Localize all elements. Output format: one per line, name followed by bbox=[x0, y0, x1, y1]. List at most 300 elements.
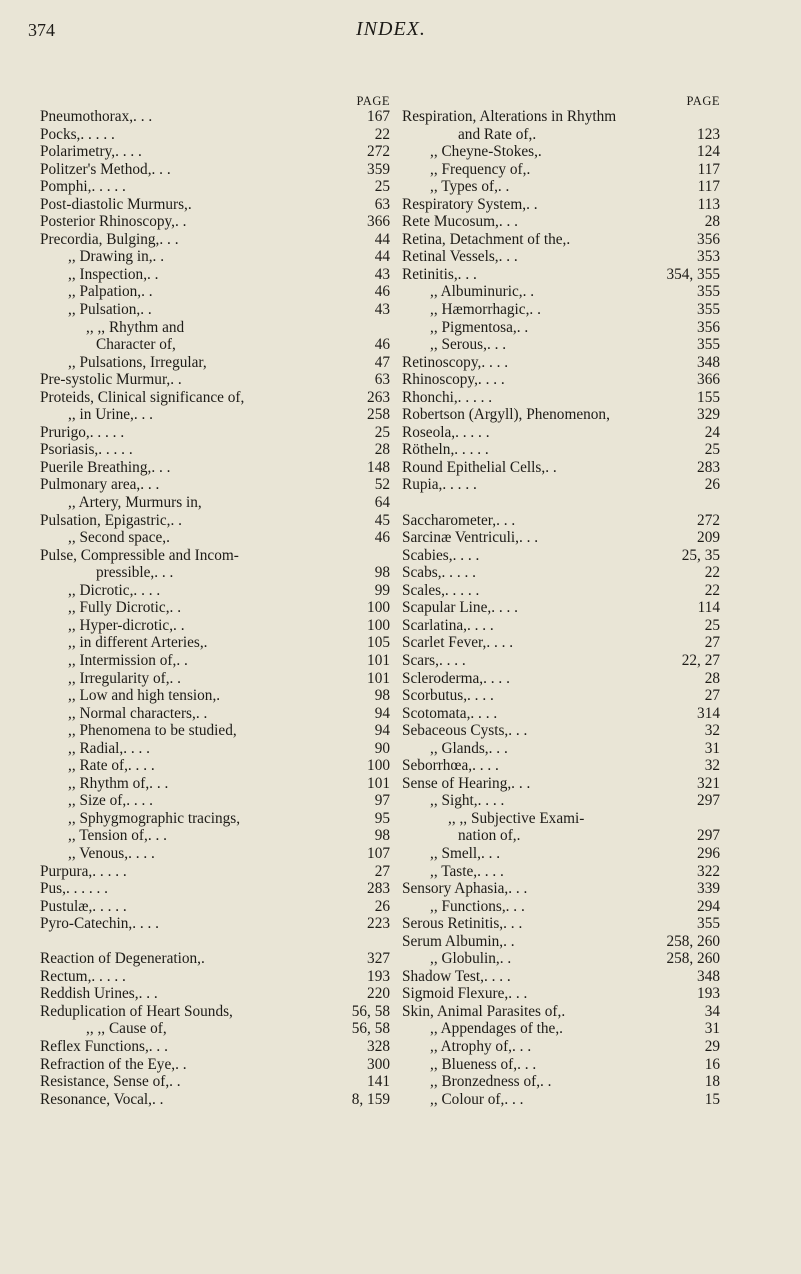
index-entry bbox=[40, 126, 390, 144]
index-entry bbox=[402, 792, 720, 810]
entry-page-ref: 18 bbox=[704, 1073, 720, 1091]
entry-page-ref: 98 bbox=[374, 564, 390, 582]
entry-page-ref: 220 bbox=[367, 985, 390, 1003]
index-entry bbox=[402, 476, 720, 494]
entry-leader-dots: . . bbox=[195, 704, 208, 722]
entry-term: Puerile Breathing, bbox=[40, 458, 152, 476]
entry-term: Rötheln, bbox=[402, 441, 455, 459]
index-entry bbox=[40, 143, 390, 161]
page-title: INDEX. bbox=[356, 18, 426, 40]
page-number: 374 bbox=[28, 20, 55, 40]
entry-term: Purpura, bbox=[40, 862, 93, 880]
entry-page-ref: 348 bbox=[697, 967, 720, 985]
entry-page-ref: 100 bbox=[367, 599, 390, 617]
index-entry bbox=[402, 196, 720, 214]
entry-page-ref: 258, 260 bbox=[666, 950, 720, 968]
index-entry bbox=[402, 670, 720, 688]
index-entry bbox=[402, 248, 720, 266]
entry-leader-dots: . . . . . bbox=[89, 423, 125, 441]
entry-leader-dots: . . . bbox=[151, 458, 171, 476]
entry-term: Resistance, Sense of, bbox=[40, 1073, 170, 1091]
entry-leader-dots: . . bbox=[173, 616, 185, 634]
entry-page-ref: 314 bbox=[697, 704, 720, 722]
entry-term: Sigmoid Flexure, bbox=[402, 985, 509, 1003]
entry-page-ref: 34 bbox=[704, 1002, 720, 1020]
index-entry bbox=[402, 775, 720, 793]
entry-term: Roseola, bbox=[402, 423, 456, 441]
entry-term: Scorbutus, bbox=[402, 687, 468, 705]
entry-term: Rete Mucosum, bbox=[402, 213, 499, 231]
entry-leader-dots: . . bbox=[169, 1073, 181, 1091]
index-entry bbox=[40, 512, 390, 530]
entry-term: Seborrhœa, bbox=[402, 757, 473, 775]
index-entry bbox=[402, 757, 720, 775]
entry-page-ref: 148 bbox=[367, 458, 390, 476]
entry-term: ,, Sphygmographic tracings, bbox=[68, 809, 241, 827]
entry-page-ref: 101 bbox=[367, 774, 390, 792]
entry-leader-dots: . . . bbox=[148, 1037, 168, 1055]
entry-leader-dots: . . . bbox=[159, 230, 179, 248]
index-entry bbox=[402, 950, 720, 968]
entry-page-ref: 46 bbox=[374, 283, 390, 301]
entry-leader-dots: . . . . . bbox=[441, 564, 476, 582]
entry-leader-dots: . bbox=[561, 1002, 566, 1020]
entry-leader-dots: . . . . bbox=[115, 143, 142, 161]
index-entry bbox=[40, 599, 390, 617]
index-entry bbox=[402, 1091, 720, 1109]
entry-term: Precordia, Bulging, bbox=[40, 230, 160, 248]
entry-term: ,, Sight, bbox=[430, 792, 478, 810]
entry-page-ref: 167 bbox=[367, 108, 390, 125]
entry-page-ref: 25 bbox=[704, 441, 720, 459]
entry-page-ref: 63 bbox=[374, 371, 390, 389]
entry-leader-dots: . . bbox=[170, 371, 182, 389]
entry-term: ,, Serous, bbox=[430, 336, 487, 354]
entry-page-ref: 355 bbox=[697, 283, 720, 301]
entry-page-ref: 297 bbox=[697, 792, 720, 810]
index-entry bbox=[402, 582, 720, 600]
entry-page-ref: 29 bbox=[704, 1037, 720, 1055]
index-entry bbox=[40, 740, 390, 758]
entry-term: Prurigo, bbox=[40, 423, 90, 441]
entry-term: Shadow Test, bbox=[402, 967, 484, 985]
entry-leader-dots: . . . bbox=[503, 915, 523, 933]
entry-page-ref: 98 bbox=[374, 687, 390, 705]
entry-leader-dots: . . bbox=[175, 1055, 187, 1073]
entry-term: ,, Pulsations, Irregular, bbox=[68, 353, 207, 371]
entry-leader-dots: . . bbox=[174, 213, 187, 231]
index-entry bbox=[40, 810, 390, 828]
entry-leader-dots: . bbox=[166, 529, 170, 547]
entry-term: ,, Phenomena to be studied, bbox=[68, 722, 237, 740]
entry-term: Pustulæ, bbox=[40, 897, 93, 915]
entry-leader-dots: . bbox=[516, 827, 521, 845]
index-entry bbox=[402, 705, 720, 723]
entry-page-ref: 283 bbox=[697, 458, 720, 476]
entry-term: ,, Appendages of the, bbox=[430, 1020, 560, 1038]
entry-leader-dots: . . . . bbox=[438, 651, 466, 669]
entry-term: ,, Cheyne-Stokes, bbox=[430, 143, 538, 161]
entry-term: Scapular Line, bbox=[402, 599, 492, 617]
entry-term: Rupia, bbox=[402, 476, 443, 494]
entry-page-ref: 100 bbox=[367, 616, 390, 634]
entry-page-ref: 113 bbox=[697, 195, 720, 213]
entry-page-ref: 44 bbox=[374, 248, 390, 266]
index-entry bbox=[40, 652, 390, 670]
entry-term: Rhinoscopy, bbox=[402, 371, 478, 389]
entry-page-ref: 46 bbox=[374, 336, 390, 354]
entry-leader-dots: . . bbox=[170, 511, 182, 529]
entry-term: Serum Albumin, bbox=[402, 932, 504, 950]
entry-page-ref: 353 bbox=[697, 248, 720, 266]
index-entry bbox=[402, 494, 720, 512]
entry-leader-dots: . . . . . bbox=[98, 441, 133, 459]
index-list-right bbox=[402, 108, 720, 1108]
index-entry bbox=[402, 845, 720, 863]
entry-page-ref: 26 bbox=[374, 897, 390, 915]
index-entry bbox=[40, 476, 390, 494]
index-entry bbox=[40, 161, 390, 179]
index-entry bbox=[402, 687, 720, 705]
entry-leader-dots: . . bbox=[147, 265, 159, 283]
index-entry bbox=[40, 845, 390, 863]
entry-term: Respiration, Alterations in Rhythm bbox=[402, 108, 617, 125]
index-entry bbox=[402, 564, 720, 582]
entry-leader-dots: . . . . . bbox=[92, 862, 127, 880]
entry-leader-dots: . . . bbox=[481, 844, 501, 862]
index-entry bbox=[40, 213, 390, 231]
index-entry bbox=[402, 459, 720, 477]
entry-page-ref: 56, 58 bbox=[351, 1020, 390, 1038]
entry-leader-dots: . . bbox=[545, 458, 557, 476]
entry-term: Pre-systolic Murmur, bbox=[40, 371, 171, 389]
index-entry bbox=[40, 827, 390, 845]
entry-leader-dots: . . . bbox=[149, 774, 169, 792]
index-entry bbox=[40, 547, 390, 565]
entry-page-ref: 16 bbox=[704, 1055, 720, 1073]
entry-term: ,, Fully Dicrotic, bbox=[68, 599, 170, 617]
entry-term: ,, Rate of, bbox=[68, 757, 128, 775]
entry-page-ref: 94 bbox=[374, 722, 390, 740]
entry-page-ref: 294 bbox=[697, 897, 720, 915]
entry-page-ref: 52 bbox=[374, 476, 390, 494]
entry-term: ,, Colour of, bbox=[430, 1090, 505, 1108]
entry-page-ref: 98 bbox=[374, 827, 390, 845]
index-entry bbox=[40, 336, 390, 354]
index-entry bbox=[402, 880, 720, 898]
entry-page-ref: 25, 35 bbox=[681, 546, 720, 564]
index-entry bbox=[40, 354, 390, 372]
entry-page-ref: 25 bbox=[374, 423, 390, 441]
index-entry bbox=[40, 1020, 390, 1038]
index-entry bbox=[402, 178, 720, 196]
index-entry bbox=[402, 371, 720, 389]
entry-term: Retinoscopy, bbox=[402, 353, 482, 371]
entry-leader-dots: . . . . bbox=[466, 616, 494, 634]
entry-page-ref: 193 bbox=[697, 985, 720, 1003]
entry-term: Pulsation, Epigastric, bbox=[40, 511, 171, 529]
entry-page-ref: 105 bbox=[367, 634, 390, 652]
index-entry bbox=[40, 792, 390, 810]
entry-term: ,, Size of, bbox=[68, 792, 127, 810]
index-entry bbox=[402, 424, 720, 442]
index-entry bbox=[402, 161, 720, 179]
entry-leader-dots: . . . bbox=[147, 827, 167, 845]
entry-leader-dots: . bbox=[559, 1020, 563, 1038]
entry-term: Scleroderma, bbox=[402, 669, 484, 687]
index-entry bbox=[40, 529, 390, 547]
entry-leader-dots: . . bbox=[499, 950, 512, 968]
entry-term: ,, Globulin, bbox=[430, 950, 500, 968]
entry-term: pressible, bbox=[96, 564, 155, 582]
index-entry bbox=[402, 985, 720, 1003]
entry-page-ref: 123 bbox=[697, 125, 720, 143]
entry-leader-dots: . . . . bbox=[470, 704, 498, 722]
entry-leader-dots: . . . . bbox=[126, 792, 153, 810]
entry-leader-dots: . . . bbox=[133, 406, 153, 424]
entry-page-ref: 300 bbox=[367, 1055, 390, 1073]
entry-page-ref: 258, 260 bbox=[666, 932, 720, 950]
index-entry bbox=[402, 441, 720, 459]
entry-page-ref: 356 bbox=[697, 230, 720, 248]
entry-page-ref: 141 bbox=[367, 1073, 390, 1091]
entry-leader-dots: . . . bbox=[505, 897, 525, 915]
entry-leader-dots: . . bbox=[152, 1090, 164, 1108]
entry-page-ref: 97 bbox=[374, 792, 390, 810]
entry-term: ,, Albuminuric, bbox=[430, 283, 523, 301]
index-entry bbox=[402, 863, 720, 881]
entry-term: Sensory Aphasia, bbox=[402, 880, 509, 898]
entry-term: Scotomata, bbox=[402, 704, 471, 722]
entry-page-ref: 8, 159 bbox=[351, 1090, 390, 1108]
page-column-label: PAGE bbox=[686, 94, 720, 108]
entry-leader-dots: . . . . bbox=[127, 757, 155, 775]
entry-leader-dots: . . . bbox=[517, 1055, 537, 1073]
entry-leader-dots: . . . . . bbox=[444, 581, 480, 599]
entry-term: Pyro-Catechin, bbox=[40, 915, 133, 933]
entry-term: Polarimetry, bbox=[40, 143, 116, 161]
entry-term: Scarlatina, bbox=[402, 616, 467, 634]
entry-page-ref: 329 bbox=[697, 406, 720, 424]
entry-leader-dots: . . . . . bbox=[457, 388, 493, 406]
entry-leader-dots: . . . bbox=[488, 739, 508, 757]
entry-page-ref: 31 bbox=[704, 739, 720, 757]
entry-leader-dots: . . . bbox=[140, 476, 160, 494]
entry-term: Pneumothorax, bbox=[40, 108, 134, 125]
index-entry bbox=[40, 231, 390, 249]
index-entry bbox=[402, 1038, 720, 1056]
index-entry bbox=[402, 1056, 720, 1074]
entry-term: ,, Hyper-dicrotic, bbox=[68, 616, 174, 634]
entry-term: Respiratory System, bbox=[402, 195, 527, 213]
index-entry bbox=[40, 915, 390, 933]
entry-page-ref: 223 bbox=[367, 915, 390, 933]
index-entry bbox=[402, 1003, 720, 1021]
entry-term: ,, Inspection, bbox=[68, 265, 148, 283]
entry-page-ref: 22 bbox=[704, 564, 720, 582]
entry-leader-dots: . . bbox=[140, 301, 152, 319]
entry-term: ,, ,, Cause of, bbox=[86, 1020, 167, 1038]
entry-leader-dots: . . . . bbox=[491, 599, 518, 617]
entry-leader-dots: . . . bbox=[498, 248, 518, 266]
entry-page-ref: 193 bbox=[367, 967, 390, 985]
entry-leader-dots: . . . . . bbox=[455, 423, 490, 441]
entry-page-ref: 209 bbox=[697, 529, 720, 547]
entry-page-ref: 25 bbox=[374, 178, 390, 196]
entry-page-ref: 24 bbox=[704, 423, 720, 441]
entry-page-ref: 117 bbox=[697, 178, 720, 196]
entry-leader-dots: . . . bbox=[457, 265, 477, 283]
entry-page-ref: 322 bbox=[697, 862, 720, 880]
index-column-left bbox=[40, 94, 390, 1108]
entry-leader-dots: . . . bbox=[138, 985, 158, 1003]
entry-page-ref: 366 bbox=[367, 213, 390, 231]
entry-term: Character of, bbox=[96, 336, 176, 354]
entry-term: Rhonchi, bbox=[402, 388, 458, 406]
entry-page-ref: 63 bbox=[374, 195, 390, 213]
entry-leader-dots: . . . . . . bbox=[65, 880, 109, 898]
entry-term: Scabies, bbox=[402, 546, 453, 564]
entry-page-ref: 114 bbox=[697, 599, 720, 617]
entry-term: Posterior Rhinoscopy, bbox=[40, 213, 175, 231]
entry-leader-dots: . . . bbox=[508, 985, 528, 1003]
entry-page-ref: 359 bbox=[367, 160, 390, 178]
entry-term: Scarlet Fever, bbox=[402, 634, 487, 652]
entry-leader-dots: . . . bbox=[512, 1037, 532, 1055]
entry-page-ref: 296 bbox=[697, 844, 720, 862]
entry-term: Reddish Urines, bbox=[40, 985, 139, 1003]
entry-leader-dots: . . . . . bbox=[80, 125, 115, 143]
entry-term: Robertson (Argyll), Phenomenon, bbox=[402, 406, 610, 424]
entry-term: ,, Frequency of, bbox=[430, 160, 527, 178]
entry-page-ref: 25 bbox=[704, 616, 720, 634]
index-entry bbox=[402, 231, 720, 249]
entry-term: Reduplication of Heart Sounds, bbox=[40, 1002, 233, 1020]
index-entry bbox=[40, 950, 390, 968]
index-entry bbox=[40, 880, 390, 898]
entry-term: ,, Normal characters, bbox=[68, 704, 196, 722]
entry-page-ref: 43 bbox=[374, 265, 390, 283]
entry-term: ,, Pulsation, bbox=[68, 301, 141, 319]
entry-term: Retinal Vessels, bbox=[402, 248, 499, 266]
entry-term: ,, Radial, bbox=[68, 739, 124, 757]
entry-page-ref: 56, 58 bbox=[351, 1002, 390, 1020]
index-entry bbox=[40, 389, 390, 407]
index-entry bbox=[402, 336, 720, 354]
entry-leader-dots: . bbox=[216, 687, 221, 705]
entry-term: Retina, Detachment of the, bbox=[402, 230, 567, 248]
entry-leader-dots: . . . . . bbox=[454, 441, 489, 459]
entry-page-ref: 28 bbox=[704, 669, 720, 687]
entry-page-ref: 366 bbox=[697, 371, 720, 389]
entry-term: Resonance, Vocal, bbox=[40, 1090, 153, 1108]
entry-page-ref: 297 bbox=[697, 827, 720, 845]
entry-term: Saccharometer, bbox=[402, 511, 497, 529]
entry-page-ref: 44 bbox=[374, 230, 390, 248]
index-entry bbox=[40, 371, 390, 389]
index-entry bbox=[402, 652, 720, 670]
entry-term: Pus, bbox=[40, 880, 66, 898]
entry-page-ref: 100 bbox=[367, 757, 390, 775]
entry-term: ,, Hæmorrhagic, bbox=[430, 301, 530, 319]
index-entry bbox=[40, 898, 390, 916]
entry-page-ref: 356 bbox=[697, 318, 720, 336]
index-entry bbox=[402, 968, 720, 986]
index-entry bbox=[402, 389, 720, 407]
entry-term: ,, Low and high tension, bbox=[68, 687, 217, 705]
index-entry bbox=[40, 459, 390, 477]
entry-leader-dots: . . . bbox=[486, 336, 507, 354]
entry-page-ref: 354, 355 bbox=[666, 265, 720, 283]
entry-leader-dots: . . . . bbox=[483, 669, 510, 687]
index-entry bbox=[40, 968, 390, 986]
index-entry bbox=[40, 1056, 390, 1074]
index-entry bbox=[40, 722, 390, 740]
entry-page-ref: 283 bbox=[367, 880, 390, 898]
index-entry bbox=[40, 301, 390, 319]
entry-term: ,, Types of, bbox=[430, 178, 498, 196]
index-entry bbox=[40, 1038, 390, 1056]
entry-page-ref: 45 bbox=[374, 511, 390, 529]
entry-leader-dots: . bbox=[203, 634, 208, 652]
entry-term: Politzer's Method, bbox=[40, 160, 152, 178]
entry-term: Reaction of Degeneration, bbox=[40, 950, 201, 968]
entry-term: ,, Venous, bbox=[68, 844, 129, 862]
entry-page-ref: 31 bbox=[704, 1020, 720, 1038]
entry-leader-dots: . . . bbox=[508, 722, 528, 740]
index-entry bbox=[40, 441, 390, 459]
index-entry bbox=[40, 196, 390, 214]
entry-page-ref: 27 bbox=[374, 862, 390, 880]
entry-page-ref: 15 bbox=[704, 1090, 720, 1108]
entry-term: Scabs, bbox=[402, 564, 442, 582]
entry-page-ref: 27 bbox=[704, 687, 720, 705]
index-entry bbox=[40, 266, 390, 284]
entry-term: nation of, bbox=[458, 827, 517, 845]
index-entry bbox=[40, 1003, 390, 1021]
entry-term: Round Epithelial Cells, bbox=[402, 458, 546, 476]
entry-leader-dots: . bbox=[200, 950, 205, 968]
entry-leader-dots: . . bbox=[169, 669, 181, 687]
index-entry bbox=[402, 126, 720, 144]
page-column-label: PAGE bbox=[356, 94, 390, 108]
entry-leader-dots: . . . . bbox=[486, 634, 514, 652]
entry-page-ref: 90 bbox=[374, 739, 390, 757]
entry-leader-dots: . . bbox=[503, 932, 515, 950]
entry-leader-dots: . bbox=[566, 230, 571, 248]
index-entry bbox=[402, 354, 720, 372]
index-entry bbox=[402, 283, 720, 301]
index-entry bbox=[402, 740, 720, 758]
index-entry bbox=[40, 1073, 390, 1091]
entry-term: ,, ,, Rhythm and bbox=[86, 318, 185, 336]
entry-leader-dots: . . . . bbox=[477, 792, 505, 810]
index-entry bbox=[40, 178, 390, 196]
entry-page-ref: 95 bbox=[374, 809, 390, 827]
entry-leader-dots: . . . . bbox=[472, 757, 499, 775]
entry-term: ,, Irregularity of, bbox=[68, 669, 170, 687]
entry-term: ,, Drawing in, bbox=[68, 248, 153, 266]
entry-term: Sebaceous Cysts, bbox=[402, 722, 509, 740]
entry-leader-dots: . . . bbox=[498, 213, 518, 231]
entry-page-ref: 28 bbox=[374, 441, 390, 459]
index-entry bbox=[40, 1091, 390, 1109]
entry-leader-dots: . . . . bbox=[132, 915, 159, 933]
index-entry bbox=[402, 108, 720, 126]
index-entry bbox=[40, 775, 390, 793]
index-entry bbox=[402, 898, 720, 916]
entry-page-ref: 101 bbox=[367, 651, 390, 669]
